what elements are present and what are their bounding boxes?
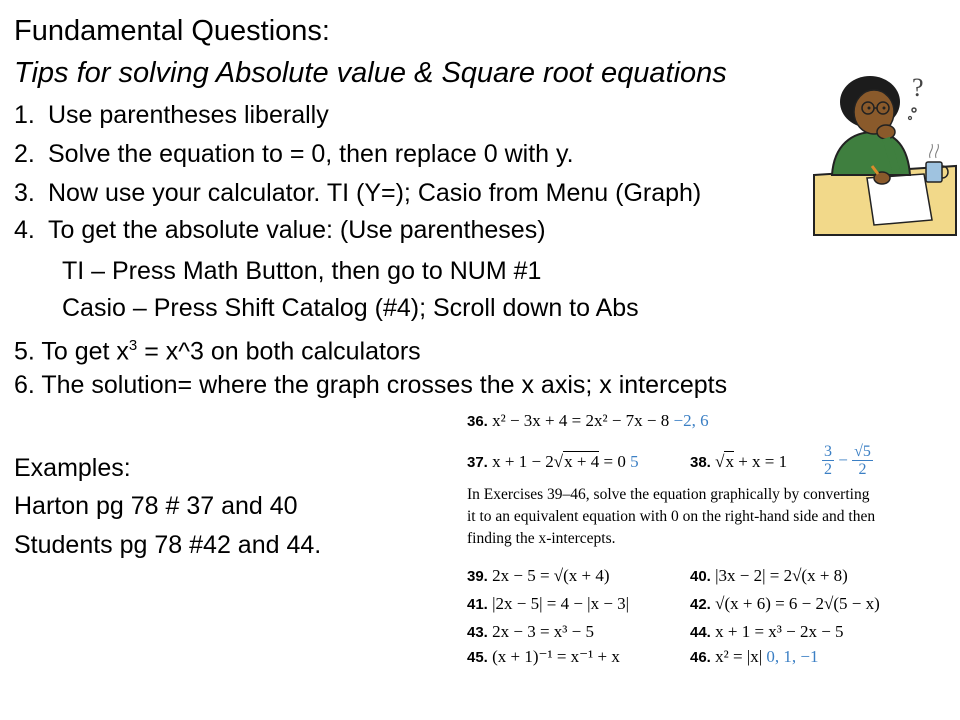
fraction-denominator: 2 xyxy=(858,461,867,478)
problem-40 xyxy=(690,566,848,587)
problem-equation: x + 1 = x³ − 2x − 5 xyxy=(715,622,844,641)
problem-answer: 0, 1, −1 xyxy=(766,647,819,666)
page-title: Fundamental Questions: xyxy=(14,15,330,47)
tip-text: Now use your calculator. TI (Y=); Casio from Menu (Graph) xyxy=(48,179,702,207)
problem-45 xyxy=(467,647,620,668)
problem-equation: x² − 3x + 4 = 2x² − 7x − 8 xyxy=(492,411,670,430)
problem-equation-part: x + 1 − 2 xyxy=(492,452,554,471)
tip-item-5 xyxy=(14,331,421,366)
student-thinking-illustration xyxy=(812,70,958,240)
problem-46 xyxy=(690,647,818,668)
problem-44 xyxy=(690,622,844,643)
problem-38 xyxy=(690,452,787,473)
problem-equation: 2x − 5 = √(x + 4) xyxy=(492,566,610,585)
problem-number: 42. xyxy=(690,596,711,613)
radical-sign-icon: √ xyxy=(553,452,564,471)
exercise-instructions: In Exercises 39–46, solve the equation graphically by converting it to an equivalent equation with 0 on the right-hand side and then finding the x-intercepts. xyxy=(467,486,876,547)
tip5-prefix: 5. To get x xyxy=(14,337,129,366)
problem-equation: |3x − 2| = 2√(x + 8) xyxy=(715,566,848,585)
tip-text: Solve the equation to = 0, then replace 0 with y. xyxy=(48,140,574,168)
tip-item-6: 6. The solution= where the graph crosses the x axis; x intercepts xyxy=(14,371,728,399)
tip5-suffix: = x^3 on both calculators xyxy=(137,337,421,366)
problem-number: 41. xyxy=(467,596,488,613)
tip-item xyxy=(14,215,546,245)
problem-equation: √(x + 6) = 6 − 2√(5 − x) xyxy=(715,594,880,613)
problem-37 xyxy=(467,452,639,473)
problem-equation-part: = 0 xyxy=(599,452,626,471)
examples-line: Harton pg 78 # 37 and 40 xyxy=(14,492,298,520)
problem-number: 44. xyxy=(690,624,711,641)
problem-number: 45. xyxy=(467,649,488,666)
problem-number: 39. xyxy=(467,568,488,585)
problem-answer: 5 xyxy=(630,452,639,471)
radical-sign-icon: √ xyxy=(715,452,725,471)
tip5-superscript: 3 xyxy=(128,337,138,354)
tip-text: Use parentheses liberally xyxy=(48,101,329,129)
problem-number: 43. xyxy=(467,624,488,641)
tip-item xyxy=(14,100,329,130)
radicand: x + 4 xyxy=(564,452,600,471)
problem-answer: −2, 6 xyxy=(673,411,709,430)
tip-item xyxy=(14,178,701,208)
tip-number: 2. xyxy=(14,140,35,168)
problem-41 xyxy=(467,594,629,615)
problem-43 xyxy=(467,622,594,643)
examples-line: Students pg 78 #42 and 44. xyxy=(14,531,322,559)
sub-tip-casio: Casio – Press Shift Catalog (#4); Scroll down to Abs xyxy=(62,294,639,322)
examples-heading: Examples: xyxy=(14,454,131,482)
problem-number: 36. xyxy=(467,413,488,430)
problem-equation-part: + x = 1 xyxy=(733,452,788,471)
tip-text: To get the absolute value: (Use parentheses) xyxy=(48,216,546,244)
sub-tip-ti: TI – Press Math Button, then go to NUM #1 xyxy=(62,257,542,285)
svg-text:?: ? xyxy=(912,73,924,102)
problem-equation: |2x − 5| = 4 − |x − 3| xyxy=(492,594,630,613)
problem-39 xyxy=(467,566,610,587)
problem-36 xyxy=(467,411,709,432)
problem-number: 46. xyxy=(690,649,711,666)
problem-number: 37. xyxy=(467,454,488,471)
problem-number: 38. xyxy=(690,454,711,471)
tip-number: 1. xyxy=(14,101,35,129)
fraction-numerator: 3 xyxy=(824,443,832,460)
problem-equation: (x + 1)⁻¹ = x⁻¹ + x xyxy=(492,647,620,666)
problem-42 xyxy=(690,594,880,615)
problem-38-answer: $\frac{3}{2}$ − $\frac{√5}{2}$ xyxy=(824,443,871,478)
radicand: x xyxy=(725,452,734,471)
problem-number: 40. xyxy=(690,568,711,585)
fraction-denominator: 2 xyxy=(824,461,832,478)
tip-number: 3. xyxy=(14,179,35,207)
tip-item xyxy=(14,139,574,169)
fraction-numerator: √5 xyxy=(854,443,871,460)
problem-equation: 2x − 3 = x³ − 5 xyxy=(492,622,594,641)
problem-equation: x² = |x| xyxy=(715,647,763,666)
tip-number: 4. xyxy=(14,216,35,244)
page-subtitle: Tips for solving Absolute value & Square root equations xyxy=(14,57,727,89)
